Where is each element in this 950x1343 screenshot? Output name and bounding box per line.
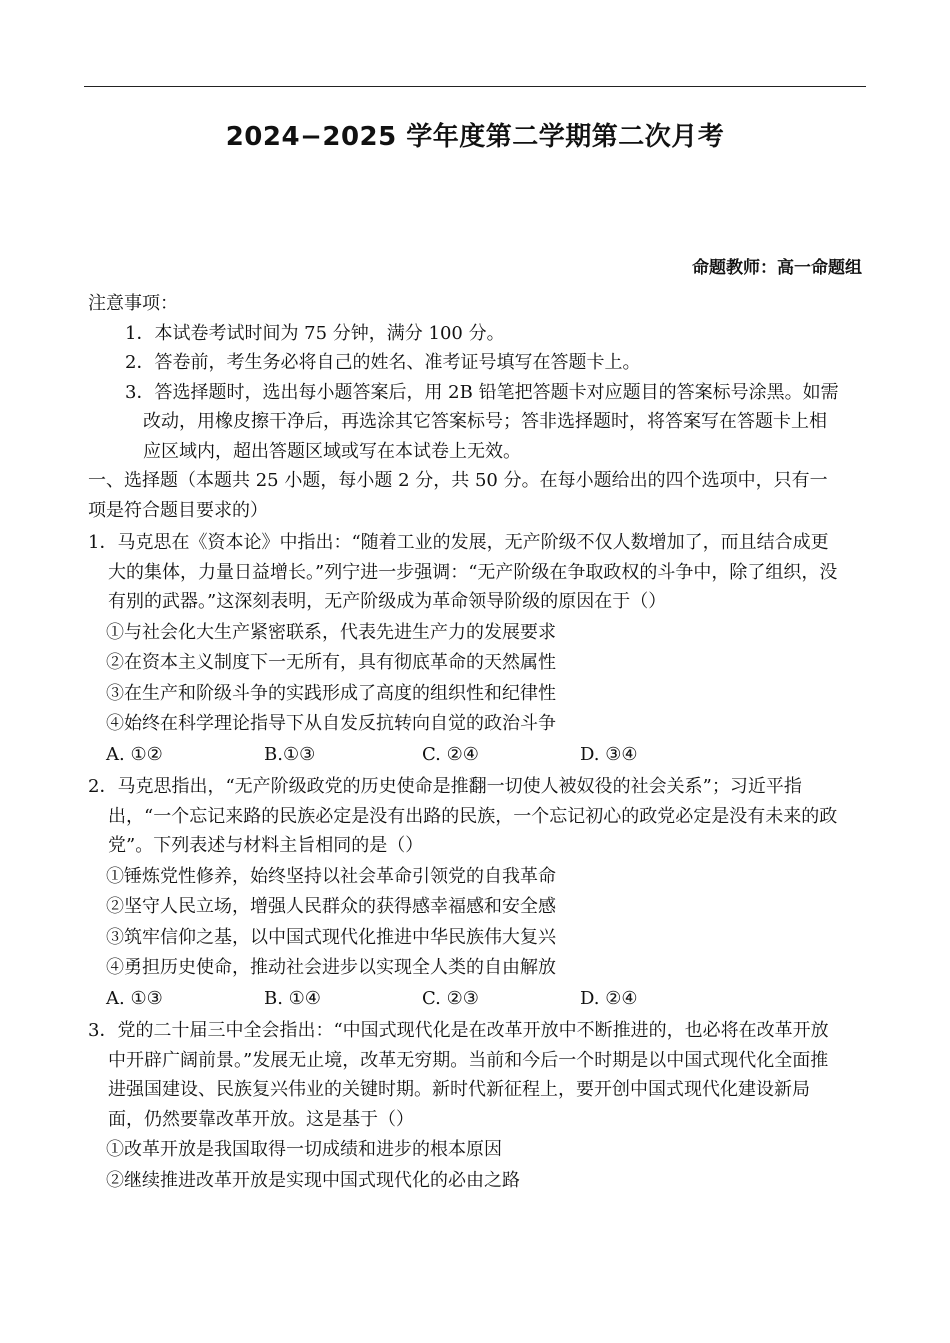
choice-a: A. ①③ [106,987,163,1009]
statement-option: ①与社会化大生产紧密联系，代表先进生产力的发展要求 [106,621,556,643]
choice-d: D. ③④ [580,743,638,765]
choice-c: C. ②④ [422,743,479,765]
statement-option: ①改革开放是我国取得一切成绩和进步的根本原因 [106,1139,502,1160]
exam-title: 2024−2025 学年度第二学期第二次月考 [225,122,725,152]
section-heading: 一、选择题（本题共 25 小题，每小题 2 分，共 50 分。在每小题给出的四个选项中，只有一项是符合题目要求的） [88,470,828,521]
choice-b: B. ①④ [264,987,321,1009]
statement-option: ②坚守人民立场，增强人民群众的获得感幸福感和安全感 [106,896,556,917]
question-2 [88,772,840,1013]
note-item: 3．答选择题时，选出每小题答案后，用 2B 铅笔把答题卡对应题目的答案标号涂黑。如需改动，用橡皮擦干净后，再选涂其它答案标号；答非选择题时，将答案写在答题卡上相应区域内，超出答题区域或写在本试卷上无效。 [125,381,839,462]
question-3 [88,1016,840,1195]
exam-author: 命题教师：高一命题组 [692,258,862,278]
statement-option: ③在生产和阶级斗争的实践形成了高度的组织性和纪律性 [106,682,556,704]
header-rule [84,86,866,87]
notes-heading: 注意事项： [88,293,178,314]
note-item: 1．本试卷考试时间为 75 分钟，满分 100 分。 [125,322,505,344]
note-item: 2．答卷前，考生务必将自己的姓名、准考证号填写在答题卡上。 [125,352,641,373]
choice-b: B.①③ [264,743,316,765]
exam-body [88,289,840,1195]
statement-option: ③筑牢信仰之基，以中国式现代化推进中华民族伟大复兴 [106,926,556,948]
statement-option: ②在资本主义制度下一无所有，具有彻底革命的天然属性 [106,652,556,673]
answer-choices [88,740,840,770]
answer-choices [88,984,840,1014]
statement-option: ④始终在科学理论指导下从自发反抗转向自觉的政治斗争 [106,713,556,734]
question-stem: 1．马克思在《资本论》中指出：“随着工业的发展，无产阶级不仅人数增加了，而且结合成更大的集体，力量日益增长。”列宁进一步强调：“无产阶级在争取政权的斗争中，除了组织，没有别的武器。”这深刻表明，无产阶级成为革命领导阶级的原因在于（） [88,532,838,612]
question-1 [88,528,840,769]
choice-c: C. ②③ [422,987,479,1009]
question-stem: 3．党的二十届三中全会指出：“中国式现代化是在改革开放中不断推进的，也必将在改革开放中开辟广阔前景。”发展无止境，改革无穷期。当前和今后一个时期是以中国式现代化全面推进强国建设、民族复兴伟业的关键时期。新时代新征程上，要开创中国式现代化建设新局面，仍然要靠改革开放。这是基于（） [88,1020,829,1130]
question-stem: 2．马克思指出，“无产阶级政党的历史使命是推翻一切使人被奴役的社会关系”；习近平指出，“一个忘记来路的民族必定是没有出路的民族，一个忘记初心的政党必定是没有未来的政党”。下列表述与材料主旨相同的是（） [88,776,838,856]
choice-a: A. ①② [106,743,163,765]
statement-option: ④勇担历史使命，推动社会进步以实现全人类的自由解放 [106,957,556,978]
statement-option: ①锤炼党性修养，始终坚持以社会革命引领党的自我革命 [106,865,556,887]
choice-d: D. ②④ [580,987,638,1009]
statement-option: ②继续推进改革开放是实现中国式现代化的必由之路 [106,1169,520,1191]
